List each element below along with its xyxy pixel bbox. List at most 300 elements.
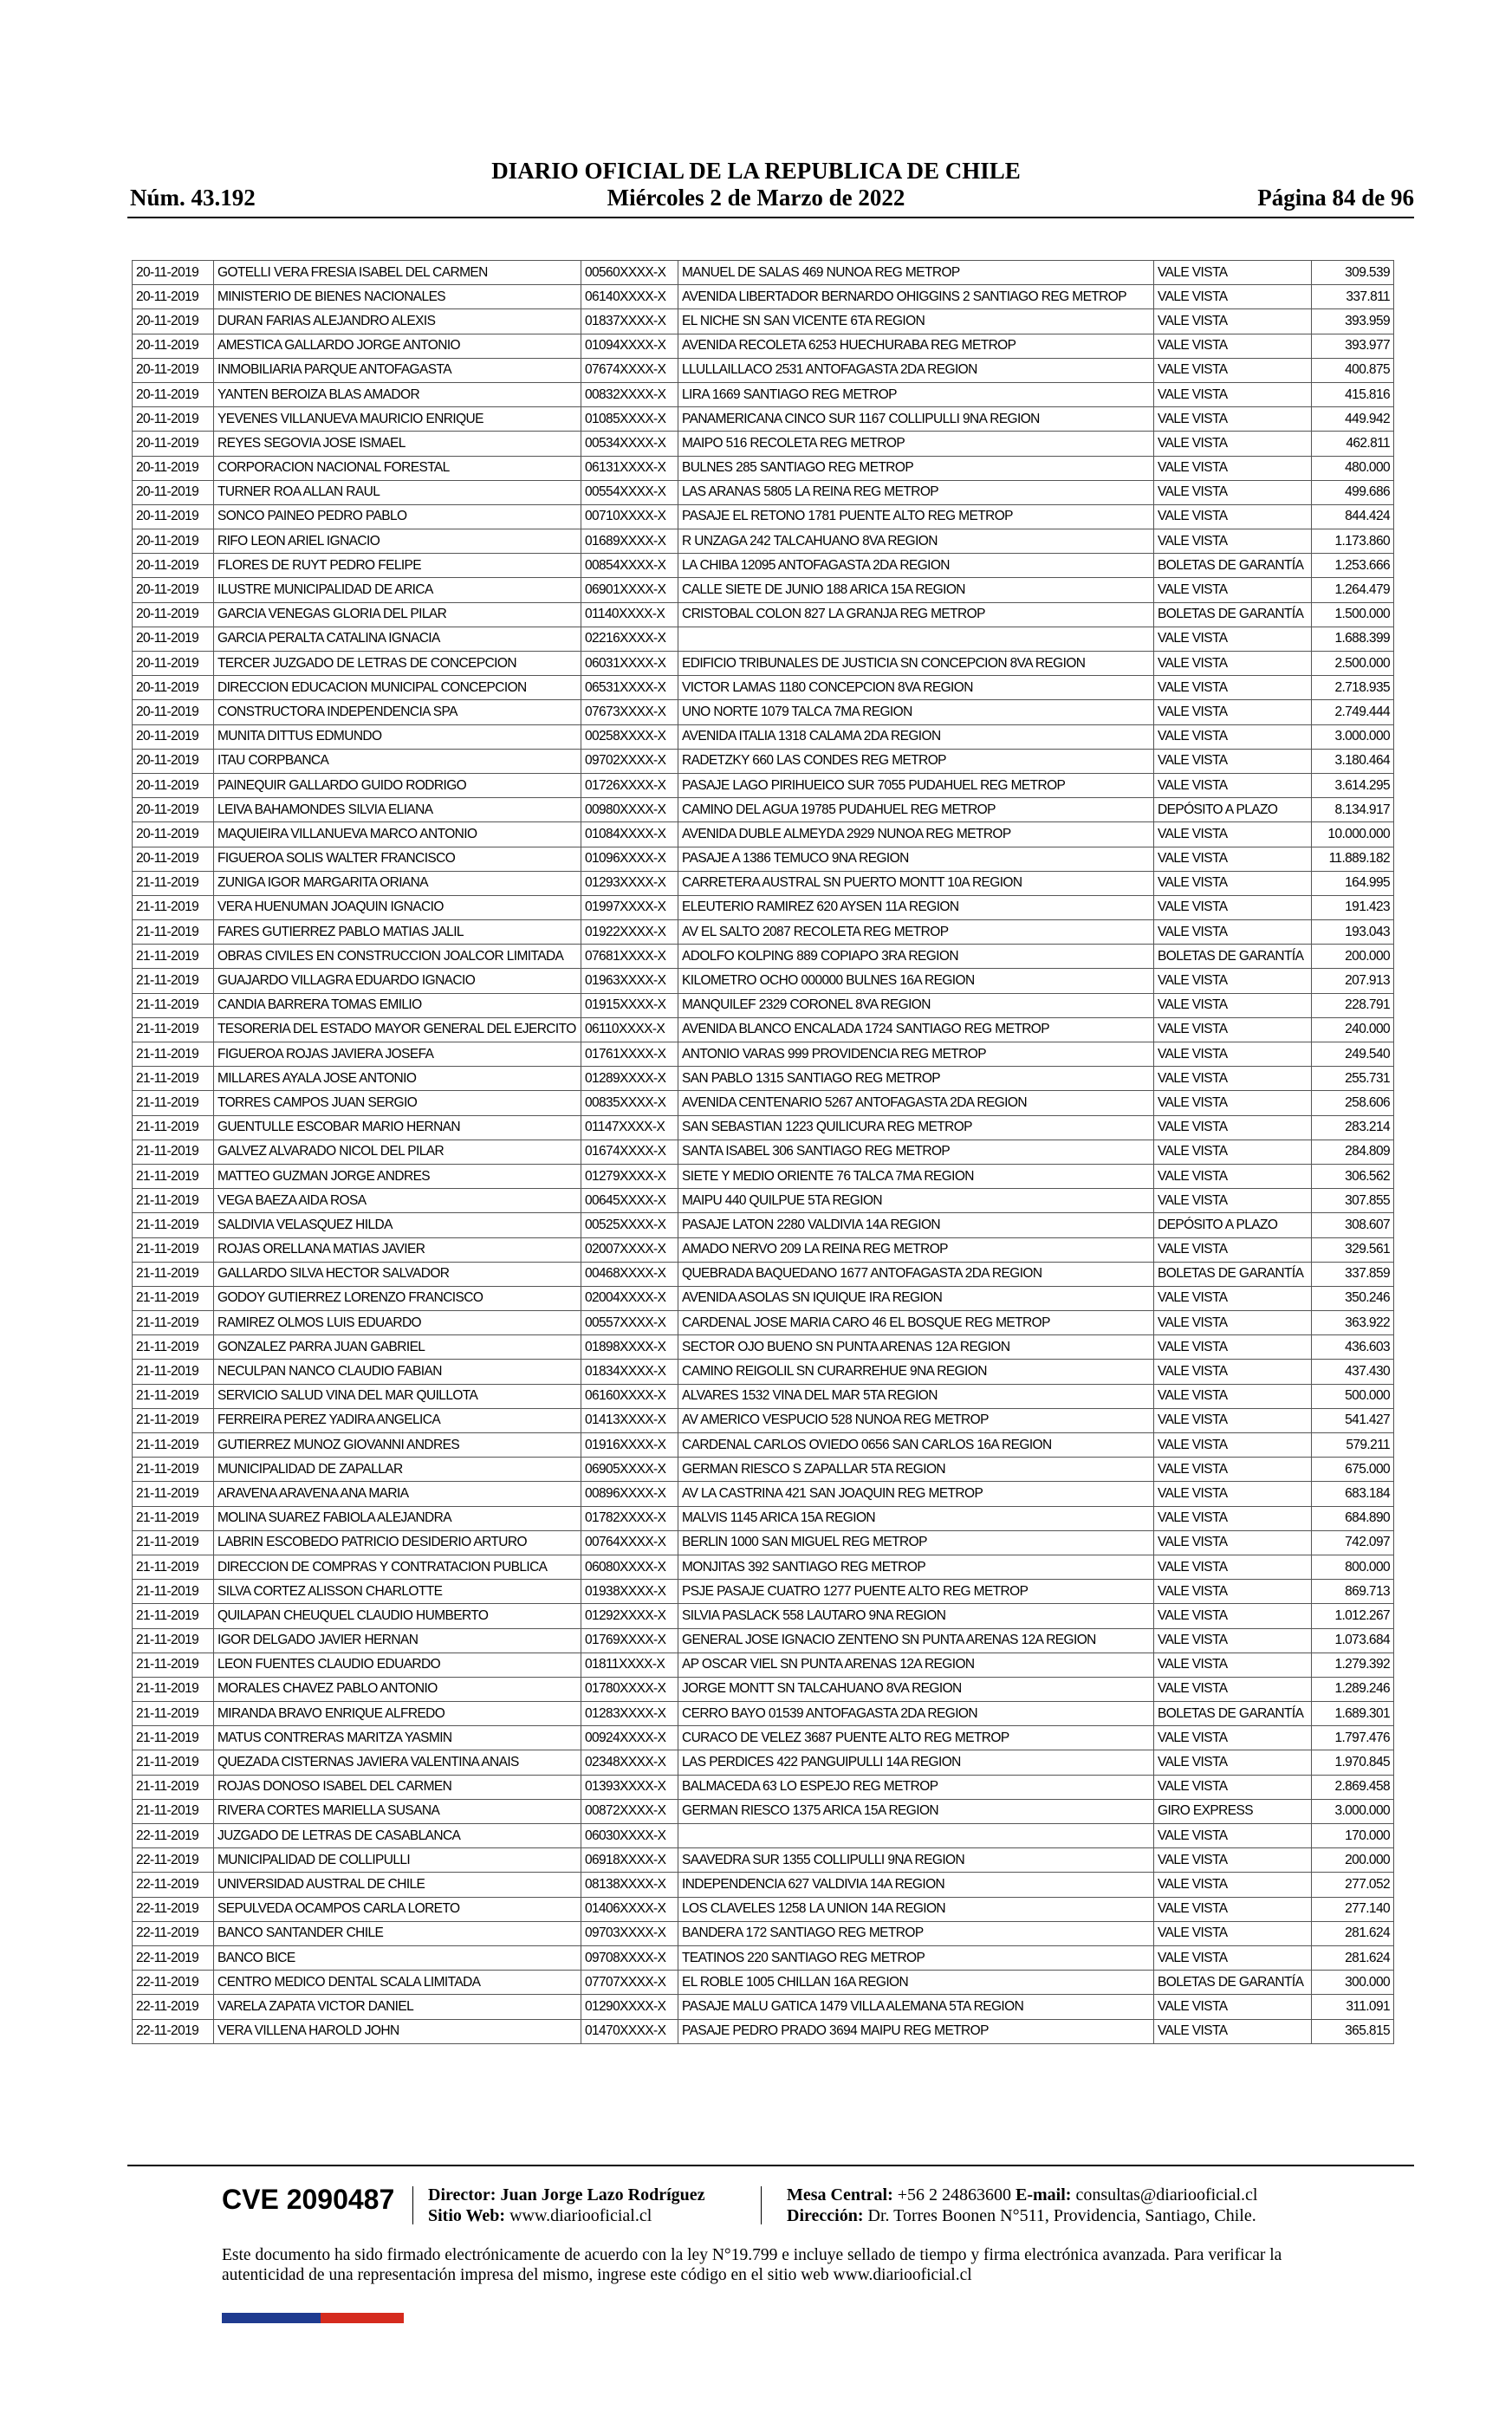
document-type-cell: VALE VISTA (1154, 1580, 1312, 1604)
document-type-cell: BOLETAS DE GARANTÍA (1154, 945, 1312, 969)
rut-cell: 01689XXXX-X (581, 529, 678, 554)
rut-cell: 07707XXXX-X (581, 1971, 678, 1995)
rut-cell: 00896XXXX-X (581, 1482, 678, 1506)
document-type-cell: VALE VISTA (1154, 1408, 1312, 1432)
rut-cell: 01963XXXX-X (581, 969, 678, 993)
date-cell: 21-11-2019 (133, 969, 214, 993)
name-cell: GOTELLI VERA FRESIA ISABEL DEL CARMEN (214, 261, 581, 285)
amount-cell: 2.718.935 (1312, 676, 1394, 700)
name-cell: BANCO BICE (214, 1945, 581, 1970)
amount-cell: 284.809 (1312, 1140, 1394, 1164)
mesa-label: Mesa Central: (787, 2185, 893, 2204)
document-type-cell: VALE VISTA (1154, 1311, 1312, 1335)
amount-cell: 1.264.479 (1312, 578, 1394, 602)
name-cell: MOLINA SUAREZ FABIOLA ALEJANDRA (214, 1506, 581, 1530)
page-number: Página 84 de 96 (1257, 185, 1414, 211)
table-row (133, 1726, 1394, 1750)
name-cell: FIGUEROA SOLIS WALTER FRANCISCO (214, 847, 581, 871)
date-cell: 20-11-2019 (133, 382, 214, 406)
document-type-cell: VALE VISTA (1154, 724, 1312, 749)
date-cell: 21-11-2019 (133, 1530, 214, 1555)
date-cell: 21-11-2019 (133, 1458, 214, 1482)
date-cell: 22-11-2019 (133, 1897, 214, 1921)
amount-cell: 228.791 (1312, 993, 1394, 1017)
rut-cell: 06905XXXX-X (581, 1458, 678, 1482)
table-row (133, 822, 1394, 847)
legal-notice: Este documento ha sido firmado electrónicamente de acuerdo con la ley N°19.799 e incluye sellado de tiempo y firma electrónica avanzada. Para verificar la autenticidad de una representación impresa del mismo, ingrese este código en el sitio web www.diariooficial.cl (222, 2246, 1282, 2284)
amount-cell: 311.091 (1312, 1995, 1394, 2019)
name-cell: FLORES DE RUYT PEDRO FELIPE (214, 554, 581, 578)
amount-cell: 365.815 (1312, 2019, 1394, 2043)
rut-cell: 01283XXXX-X (581, 1702, 678, 1726)
document-type-cell: VALE VISTA (1154, 1360, 1312, 1384)
document-type-cell: VALE VISTA (1154, 627, 1312, 651)
amount-cell: 869.713 (1312, 1580, 1394, 1604)
address-cell: JORGE MONTT SN TALCAHUANO 8VA REGION (678, 1677, 1154, 1701)
director-line (428, 2185, 705, 2205)
document-type-cell: VALE VISTA (1154, 309, 1312, 334)
amount-cell: 1.073.684 (1312, 1628, 1394, 1653)
name-cell: QUILAPAN CHEUQUEL CLAUDIO HUMBERTO (214, 1604, 581, 1628)
table-row (133, 1335, 1394, 1360)
rut-cell: 07674XXXX-X (581, 358, 678, 382)
name-cell: LEIVA BAHAMONDES SILVIA ELIANA (214, 798, 581, 822)
amount-cell: 3.180.464 (1312, 749, 1394, 773)
date-cell: 20-11-2019 (133, 700, 214, 724)
amount-cell: 2.500.000 (1312, 652, 1394, 676)
amount-cell: 3.000.000 (1312, 724, 1394, 749)
records-table (132, 260, 1394, 2044)
document-type-cell: VALE VISTA (1154, 1067, 1312, 1091)
document-type-cell: VALE VISTA (1154, 2019, 1312, 2043)
address-cell: SAAVEDRA SUR 1355 COLLIPULLI 9NA REGION (678, 1848, 1154, 1873)
address-cell: CERRO BAYO 01539 ANTOFAGASTA 2DA REGION (678, 1702, 1154, 1726)
amount-cell: 300.000 (1312, 1971, 1394, 1995)
table-row (133, 1921, 1394, 1945)
document-type-cell: VALE VISTA (1154, 1653, 1312, 1677)
amount-cell: 3.000.000 (1312, 1799, 1394, 1823)
website-value[interactable]: www.diariooficial.cl (509, 2206, 652, 2225)
rut-cell: 06030XXXX-X (581, 1824, 678, 1848)
website-line (428, 2205, 705, 2226)
address-cell: GENERAL JOSE IGNACIO ZENTENO SN PUNTA ARENAS 12A REGION (678, 1628, 1154, 1653)
document-type-cell: VALE VISTA (1154, 261, 1312, 285)
document-type-cell: VALE VISTA (1154, 969, 1312, 993)
date-cell: 20-11-2019 (133, 407, 214, 432)
amount-cell: 337.811 (1312, 285, 1394, 309)
amount-cell: 191.423 (1312, 895, 1394, 919)
date-cell: 21-11-2019 (133, 1726, 214, 1750)
email-label: E-mail: (1016, 2185, 1072, 2204)
table-row (133, 724, 1394, 749)
table-row (133, 578, 1394, 602)
date-cell: 21-11-2019 (133, 1067, 214, 1091)
footer-separator (412, 2186, 413, 2224)
website-label: Sitio Web: (428, 2206, 506, 2225)
amount-cell: 193.043 (1312, 920, 1394, 945)
flag-stripe-red (321, 2313, 404, 2323)
address-cell: PASAJE EL RETONO 1781 PUENTE ALTO REG METROP (678, 504, 1154, 529)
date-cell: 21-11-2019 (133, 1311, 214, 1335)
name-cell: IGOR DELGADO JAVIER HERNAN (214, 1628, 581, 1653)
address-cell: AP OSCAR VIEL SN PUNTA ARENAS 12A REGION (678, 1653, 1154, 1677)
rut-cell: 06110XXXX-X (581, 1017, 678, 1042)
address-cell: ALVARES 1532 VINA DEL MAR 5TA REGION (678, 1384, 1154, 1408)
amount-cell: 1.688.399 (1312, 627, 1394, 651)
header-rule (127, 217, 1414, 218)
name-cell: MUNITA DITTUS EDMUNDO (214, 724, 581, 749)
table-row (133, 773, 1394, 797)
name-cell: RIFO LEON ARIEL IGNACIO (214, 529, 581, 554)
amount-cell: 449.942 (1312, 407, 1394, 432)
document-type-cell: VALE VISTA (1154, 529, 1312, 554)
amount-cell: 258.606 (1312, 1091, 1394, 1115)
amount-cell: 10.000.000 (1312, 822, 1394, 847)
name-cell: VEGA BAEZA AIDA ROSA (214, 1189, 581, 1213)
table-row (133, 1067, 1394, 1091)
rut-cell: 00468XXXX-X (581, 1262, 678, 1286)
name-cell: VERA HUENUMAN JOAQUIN IGNACIO (214, 895, 581, 919)
name-cell: ILUSTRE MUNICIPALIDAD DE ARICA (214, 578, 581, 602)
document-type-cell: VALE VISTA (1154, 1555, 1312, 1579)
amount-cell: 393.977 (1312, 334, 1394, 358)
date-cell: 20-11-2019 (133, 798, 214, 822)
name-cell: REYES SEGOVIA JOSE ISMAEL (214, 432, 581, 456)
address-cell: EL NICHE SN SAN VICENTE 6TA REGION (678, 309, 1154, 334)
date-cell: 21-11-2019 (133, 1628, 214, 1653)
document-type-cell: VALE VISTA (1154, 1897, 1312, 1921)
flag-stripe-blue (222, 2313, 321, 2323)
address-cell: TEATINOS 220 SANTIAGO REG METROP (678, 1945, 1154, 1970)
amount-cell: 277.052 (1312, 1873, 1394, 1897)
rut-cell: 06531XXXX-X (581, 676, 678, 700)
address-cell: BULNES 285 SANTIAGO REG METROP (678, 456, 1154, 480)
address-cell: UNO NORTE 1079 TALCA 7MA REGION (678, 700, 1154, 724)
address-cell: PASAJE A 1386 TEMUCO 9NA REGION (678, 847, 1154, 871)
address-cell: AVENIDA LIBERTADOR BERNARDO OHIGGINS 2 SANTIAGO REG METROP (678, 285, 1154, 309)
address-cell: SANTA ISABEL 306 SANTIAGO REG METROP (678, 1140, 1154, 1164)
amount-cell: 200.000 (1312, 945, 1394, 969)
address-cell: MANQUILEF 2329 CORONEL 8VA REGION (678, 993, 1154, 1017)
rut-cell: 00534XXXX-X (581, 432, 678, 456)
address-cell: EDIFICIO TRIBUNALES DE JUSTICIA SN CONCEPCION 8VA REGION (678, 652, 1154, 676)
date-cell: 20-11-2019 (133, 652, 214, 676)
date-cell: 21-11-2019 (133, 1360, 214, 1384)
document-type-cell: VALE VISTA (1154, 1286, 1312, 1310)
rut-cell: 00258XXXX-X (581, 724, 678, 749)
name-cell: LEON FUENTES CLAUDIO EDUARDO (214, 1653, 581, 1677)
document-type-cell: VALE VISTA (1154, 700, 1312, 724)
date-cell: 20-11-2019 (133, 773, 214, 797)
table-row (133, 993, 1394, 1017)
document-type-cell: VALE VISTA (1154, 432, 1312, 456)
rut-cell: 01837XXXX-X (581, 309, 678, 334)
table-row (133, 652, 1394, 676)
records-table-body (133, 261, 1394, 2044)
rut-cell: 01674XXXX-X (581, 1140, 678, 1164)
date-cell: 21-11-2019 (133, 871, 214, 895)
address-cell: VICTOR LAMAS 1180 CONCEPCION 8VA REGION (678, 676, 1154, 700)
date-cell: 21-11-2019 (133, 895, 214, 919)
amount-cell: 1.012.267 (1312, 1604, 1394, 1628)
table-row (133, 1237, 1394, 1262)
address-cell: CARRETERA AUSTRAL SN PUERTO MONTT 10A REGION (678, 871, 1154, 895)
date-cell: 21-11-2019 (133, 1408, 214, 1432)
table-row (133, 1164, 1394, 1188)
rut-cell: 01834XXXX-X (581, 1360, 678, 1384)
date-cell: 21-11-2019 (133, 1580, 214, 1604)
table-row (133, 602, 1394, 627)
document-type-cell: VALE VISTA (1154, 1848, 1312, 1873)
document-type-cell: VALE VISTA (1154, 1458, 1312, 1482)
table-row (133, 2019, 1394, 2043)
table-row (133, 627, 1394, 651)
name-cell: PAINEQUIR GALLARDO GUIDO RODRIGO (214, 773, 581, 797)
amount-cell: 8.134.917 (1312, 798, 1394, 822)
date-cell: 20-11-2019 (133, 285, 214, 309)
address-line (787, 2205, 1257, 2226)
date-cell: 21-11-2019 (133, 1506, 214, 1530)
address-cell: AVENIDA CENTENARIO 5267 ANTOFAGASTA 2DA REGION (678, 1091, 1154, 1115)
table-row (133, 309, 1394, 334)
name-cell: TURNER ROA ALLAN RAUL (214, 480, 581, 504)
name-cell: MAQUIEIRA VILLANUEVA MARCO ANTONIO (214, 822, 581, 847)
date-cell: 21-11-2019 (133, 1555, 214, 1579)
name-cell: GALVEZ ALVARADO NICOL DEL PILAR (214, 1140, 581, 1164)
amount-cell: 675.000 (1312, 1458, 1394, 1482)
address-cell: LAS ARANAS 5805 LA REINA REG METROP (678, 480, 1154, 504)
table-row (133, 1653, 1394, 1677)
amount-cell: 363.922 (1312, 1311, 1394, 1335)
amount-cell: 683.184 (1312, 1482, 1394, 1506)
rut-cell: 01290XXXX-X (581, 1995, 678, 2019)
table-row (133, 1799, 1394, 1823)
table-row (133, 1677, 1394, 1701)
address-cell: AV AMERICO VESPUCIO 528 NUNOA REG METROP (678, 1408, 1154, 1432)
table-row (133, 871, 1394, 895)
amount-cell: 579.211 (1312, 1433, 1394, 1458)
address-cell: RADETZKY 660 LAS CONDES REG METROP (678, 749, 1154, 773)
table-row (133, 1384, 1394, 1408)
name-cell: TESORERIA DEL ESTADO MAYOR GENERAL DEL EJERCITO (214, 1017, 581, 1042)
address-label: Dirección: (787, 2206, 864, 2225)
rut-cell: 00645XXXX-X (581, 1189, 678, 1213)
email-value[interactable]: consultas@diariooficial.cl (1075, 2185, 1258, 2204)
address-cell: MAIPO 516 RECOLETA REG METROP (678, 432, 1154, 456)
name-cell: MILLARES AYALA JOSE ANTONIO (214, 1067, 581, 1091)
name-cell: ARAVENA ARAVENA ANA MARIA (214, 1482, 581, 1506)
amount-cell: 436.603 (1312, 1335, 1394, 1360)
issue-number: Núm. 43.192 (130, 185, 256, 211)
amount-cell: 306.562 (1312, 1164, 1394, 1188)
name-cell: BANCO SANTANDER CHILE (214, 1921, 581, 1945)
document-type-cell: VALE VISTA (1154, 1482, 1312, 1506)
table-row (133, 1262, 1394, 1286)
rut-cell: 01922XXXX-X (581, 920, 678, 945)
rut-cell: 01413XXXX-X (581, 1408, 678, 1432)
document-type-cell: VALE VISTA (1154, 407, 1312, 432)
amount-cell: 207.913 (1312, 969, 1394, 993)
rut-cell: 01094XXXX-X (581, 334, 678, 358)
contact-block (787, 2185, 1257, 2226)
document-type-cell: VALE VISTA (1154, 1164, 1312, 1188)
date-cell: 22-11-2019 (133, 1995, 214, 2019)
date-cell: 21-11-2019 (133, 1115, 214, 1140)
table-row (133, 1140, 1394, 1164)
table-row (133, 895, 1394, 919)
name-cell: SALDIVIA VELASQUEZ HILDA (214, 1213, 581, 1237)
table-row (133, 700, 1394, 724)
footer-rule (127, 2165, 1414, 2166)
date-cell: 20-11-2019 (133, 602, 214, 627)
document-type-cell: VALE VISTA (1154, 1750, 1312, 1775)
document-type-cell: VALE VISTA (1154, 1530, 1312, 1555)
address-cell (678, 1824, 1154, 1848)
document-type-cell: VALE VISTA (1154, 1506, 1312, 1530)
rut-cell: 00980XXXX-X (581, 798, 678, 822)
table-row (133, 945, 1394, 969)
address-cell: SIETE Y MEDIO ORIENTE 76 TALCA 7MA REGION (678, 1164, 1154, 1188)
issue-date: Miércoles 2 de Marzo de 2022 (607, 185, 905, 211)
address-cell: AV EL SALTO 2087 RECOLETA REG METROP (678, 920, 1154, 945)
rut-cell: 01938XXXX-X (581, 1580, 678, 1604)
document-type-cell: VALE VISTA (1154, 1628, 1312, 1653)
date-cell: 22-11-2019 (133, 1945, 214, 1970)
rut-cell: 06160XXXX-X (581, 1384, 678, 1408)
document-type-cell: GIRO EXPRESS (1154, 1799, 1312, 1823)
address-cell: R UNZAGA 242 TALCAHUANO 8VA REGION (678, 529, 1154, 554)
director-block (428, 2185, 705, 2226)
date-cell: 21-11-2019 (133, 1482, 214, 1506)
name-cell: CANDIA BARRERA TOMAS EMILIO (214, 993, 581, 1017)
date-cell: 22-11-2019 (133, 1824, 214, 1848)
document-type-cell: VALE VISTA (1154, 1677, 1312, 1701)
document-type-cell: VALE VISTA (1154, 676, 1312, 700)
amount-cell: 1.689.301 (1312, 1702, 1394, 1726)
name-cell: SONCO PAINEO PEDRO PABLO (214, 504, 581, 529)
address-cell: SAN PABLO 1315 SANTIAGO REG METROP (678, 1067, 1154, 1091)
rut-cell: 06131XXXX-X (581, 456, 678, 480)
document-type-cell: VALE VISTA (1154, 1091, 1312, 1115)
name-cell: MATTEO GUZMAN JORGE ANDRES (214, 1164, 581, 1188)
rut-cell: 06140XXXX-X (581, 285, 678, 309)
rut-cell: 01780XXXX-X (581, 1677, 678, 1701)
amount-cell: 2.869.458 (1312, 1775, 1394, 1799)
table-row (133, 920, 1394, 945)
address-cell: BALMACEDA 63 LO ESPEJO REG METROP (678, 1775, 1154, 1799)
document-type-cell: VALE VISTA (1154, 1335, 1312, 1360)
rut-cell: 00710XXXX-X (581, 504, 678, 529)
amount-cell: 309.539 (1312, 261, 1394, 285)
table-row (133, 1017, 1394, 1042)
rut-cell: 01811XXXX-X (581, 1653, 678, 1677)
address-cell: GERMAN RIESCO 1375 ARICA 15A REGION (678, 1799, 1154, 1823)
table-row (133, 334, 1394, 358)
address-cell: AVENIDA ITALIA 1318 CALAMA 2DA REGION (678, 724, 1154, 749)
date-cell: 20-11-2019 (133, 847, 214, 871)
amount-cell: 800.000 (1312, 1555, 1394, 1579)
rut-cell: 00832XXXX-X (581, 382, 678, 406)
name-cell: YEVENES VILLANUEVA MAURICIO ENRIQUE (214, 407, 581, 432)
table-row (133, 529, 1394, 554)
date-cell: 21-11-2019 (133, 1042, 214, 1067)
date-cell: 22-11-2019 (133, 1873, 214, 1897)
address-cell: AVENIDA RECOLETA 6253 HUECHURABA REG METROP (678, 334, 1154, 358)
name-cell: MINISTERIO DE BIENES NACIONALES (214, 285, 581, 309)
amount-cell: 283.214 (1312, 1115, 1394, 1140)
date-cell: 22-11-2019 (133, 1971, 214, 1995)
document-type-cell: BOLETAS DE GARANTÍA (1154, 602, 1312, 627)
address-cell: LA CHIBA 12095 ANTOFAGASTA 2DA REGION (678, 554, 1154, 578)
date-cell: 21-11-2019 (133, 993, 214, 1017)
table-row (133, 1506, 1394, 1530)
table-row (133, 1702, 1394, 1726)
table-row (133, 1750, 1394, 1775)
name-cell: TERCER JUZGADO DE LETRAS DE CONCEPCION (214, 652, 581, 676)
date-cell: 20-11-2019 (133, 261, 214, 285)
table-row (133, 1408, 1394, 1432)
date-cell: 22-11-2019 (133, 1848, 214, 1873)
table-row (133, 1433, 1394, 1458)
document-type-cell: VALE VISTA (1154, 1115, 1312, 1140)
amount-cell: 307.855 (1312, 1189, 1394, 1213)
date-cell: 20-11-2019 (133, 724, 214, 749)
name-cell: DIRECCION EDUCACION MUNICIPAL CONCEPCION (214, 676, 581, 700)
date-cell: 20-11-2019 (133, 529, 214, 554)
date-cell: 20-11-2019 (133, 554, 214, 578)
name-cell: GODOY GUTIERREZ LORENZO FRANCISCO (214, 1286, 581, 1310)
date-cell: 20-11-2019 (133, 334, 214, 358)
table-row (133, 1848, 1394, 1873)
address-cell: AVENIDA ASOLAS SN IQUIQUE IRA REGION (678, 1286, 1154, 1310)
document-type-cell: VALE VISTA (1154, 920, 1312, 945)
document-type-cell: VALE VISTA (1154, 578, 1312, 602)
document-type-cell: VALE VISTA (1154, 358, 1312, 382)
amount-cell: 1.253.666 (1312, 554, 1394, 578)
document-type-cell: VALE VISTA (1154, 749, 1312, 773)
address-cell: CRISTOBAL COLON 827 LA GRANJA REG METROP (678, 602, 1154, 627)
table-row (133, 1189, 1394, 1213)
address-cell: SECTOR OJO BUENO SN PUNTA ARENAS 12A REGION (678, 1335, 1154, 1360)
rut-cell: 01406XXXX-X (581, 1897, 678, 1921)
date-cell: 20-11-2019 (133, 822, 214, 847)
table-row (133, 1286, 1394, 1310)
document-type-cell: VALE VISTA (1154, 334, 1312, 358)
address-cell: CALLE SIETE DE JUNIO 188 ARICA 15A REGION (678, 578, 1154, 602)
date-cell: 20-11-2019 (133, 676, 214, 700)
name-cell: MUNICIPALIDAD DE COLLIPULLI (214, 1848, 581, 1873)
director-label: Director: (428, 2185, 496, 2204)
date-cell: 21-11-2019 (133, 1237, 214, 1262)
name-cell: ROJAS ORELLANA MATIAS JAVIER (214, 1237, 581, 1262)
rut-cell: 06031XXXX-X (581, 652, 678, 676)
address-cell: PASAJE LATON 2280 VALDIVIA 14A REGION (678, 1213, 1154, 1237)
date-cell: 21-11-2019 (133, 1433, 214, 1458)
name-cell: DIRECCION DE COMPRAS Y CONTRATACION PUBLICA (214, 1555, 581, 1579)
amount-cell: 164.995 (1312, 871, 1394, 895)
name-cell: FARES GUTIERREZ PABLO MATIAS JALIL (214, 920, 581, 945)
table-row (133, 1482, 1394, 1506)
date-cell: 20-11-2019 (133, 432, 214, 456)
address-cell: LIRA 1669 SANTIAGO REG METROP (678, 382, 1154, 406)
document-type-cell: VALE VISTA (1154, 871, 1312, 895)
address-cell: PSJE PASAJE CUATRO 1277 PUENTE ALTO REG METROP (678, 1580, 1154, 1604)
address-cell: GERMAN RIESCO S ZAPALLAR 5TA REGION (678, 1458, 1154, 1482)
address-cell: PASAJE PEDRO PRADO 3694 MAIPU REG METROP (678, 2019, 1154, 2043)
rut-cell: 01292XXXX-X (581, 1604, 678, 1628)
rut-cell: 00835XXXX-X (581, 1091, 678, 1115)
address-cell: MALVIS 1145 ARICA 15A REGION (678, 1506, 1154, 1530)
